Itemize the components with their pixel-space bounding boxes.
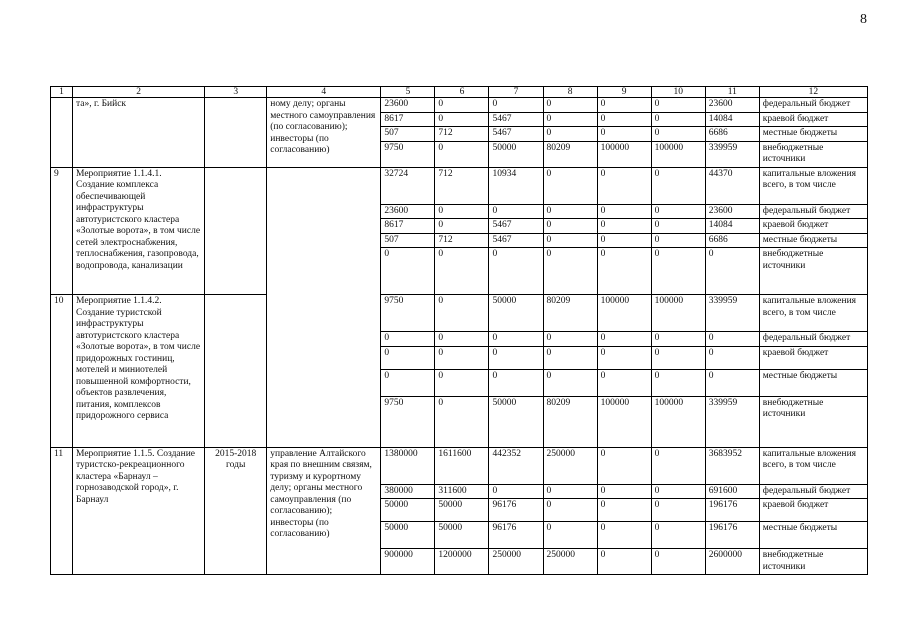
value-cell: 0 bbox=[651, 167, 705, 204]
value-cell: 0 bbox=[435, 98, 489, 113]
value-cell: 196176 bbox=[705, 522, 759, 549]
funding-source: местные бюджеты bbox=[759, 522, 867, 549]
value-cell: 0 bbox=[435, 219, 489, 234]
header-cell: 10 bbox=[651, 87, 705, 98]
value-cell: 0 bbox=[543, 484, 597, 499]
value-cell: 0 bbox=[489, 204, 543, 219]
value-cell: 0 bbox=[543, 346, 597, 369]
value-cell: 339959 bbox=[705, 396, 759, 447]
value-cell: 0 bbox=[597, 369, 651, 396]
value-cell: 0 bbox=[543, 219, 597, 234]
value-cell: 0 bbox=[597, 112, 651, 127]
value-cell: 0 bbox=[651, 233, 705, 248]
value-cell: 0 bbox=[597, 233, 651, 248]
value-cell: 50000 bbox=[381, 499, 435, 522]
value-cell: 0 bbox=[489, 369, 543, 396]
value-cell: 0 bbox=[597, 522, 651, 549]
header-cell: 9 bbox=[597, 87, 651, 98]
value-cell: 0 bbox=[435, 369, 489, 396]
executor-cell: управление Алтайского края по внешним связям, туризму и курортному делу; органы местного самоуправления (по согласованию); инвесторы (по согласованию) bbox=[267, 447, 381, 575]
value-cell: 0 bbox=[597, 447, 651, 484]
value-cell: 0 bbox=[651, 332, 705, 347]
funding-source: внебюджетные источники bbox=[759, 248, 867, 295]
executor-cell bbox=[267, 167, 381, 447]
value-cell: 0 bbox=[651, 346, 705, 369]
value-cell: 0 bbox=[381, 369, 435, 396]
value-cell: 9750 bbox=[381, 141, 435, 167]
value-cell: 0 bbox=[381, 332, 435, 347]
value-cell: 50000 bbox=[489, 141, 543, 167]
value-cell: 0 bbox=[543, 499, 597, 522]
funding-source: внебюджетные источники bbox=[759, 549, 867, 575]
value-cell: 712 bbox=[435, 167, 489, 204]
value-cell: 0 bbox=[543, 233, 597, 248]
value-cell: 80209 bbox=[543, 295, 597, 332]
value-cell: 0 bbox=[597, 346, 651, 369]
value-cell: 0 bbox=[489, 346, 543, 369]
value-cell: 32724 bbox=[381, 167, 435, 204]
value-cell: 0 bbox=[489, 484, 543, 499]
header-cell: 5 bbox=[381, 87, 435, 98]
value-cell: 5467 bbox=[489, 127, 543, 142]
value-cell: 0 bbox=[597, 332, 651, 347]
value-cell: 5467 bbox=[489, 112, 543, 127]
value-cell: 507 bbox=[381, 127, 435, 142]
value-cell: 712 bbox=[435, 233, 489, 248]
value-cell: 8617 bbox=[381, 112, 435, 127]
value-cell: 0 bbox=[435, 396, 489, 447]
years-cell bbox=[205, 167, 267, 295]
value-cell: 0 bbox=[489, 248, 543, 295]
value-cell: 0 bbox=[651, 219, 705, 234]
funding-source: федеральный бюджет bbox=[759, 484, 867, 499]
value-cell: 5467 bbox=[489, 233, 543, 248]
header-cell: 7 bbox=[489, 87, 543, 98]
measure-name: та», г. Бийск bbox=[73, 98, 205, 168]
value-cell: 100000 bbox=[651, 396, 705, 447]
value-cell: 0 bbox=[597, 204, 651, 219]
value-cell: 50000 bbox=[489, 396, 543, 447]
value-cell: 339959 bbox=[705, 141, 759, 167]
value-cell: 0 bbox=[435, 295, 489, 332]
table-row bbox=[51, 167, 868, 204]
value-cell: 0 bbox=[489, 98, 543, 113]
value-cell: 44370 bbox=[705, 167, 759, 204]
header-cell: 12 bbox=[759, 87, 867, 98]
value-cell: 0 bbox=[597, 248, 651, 295]
measure-name: Мероприятие 1.1.4.2. Создание туристской инфраструктуры автотуристского кластера «Золотые ворота», в том числе придорожных гостиниц, мотелей и миниотелей повышенной комфортности, объектов развлечения, питания, комплексов придорожного сервиса bbox=[73, 295, 205, 448]
value-cell: 0 bbox=[435, 332, 489, 347]
funding-source: внебюджетные источники bbox=[759, 141, 867, 167]
value-cell: 0 bbox=[543, 204, 597, 219]
value-cell: 311600 bbox=[435, 484, 489, 499]
header-cell: 3 bbox=[205, 87, 267, 98]
value-cell: 100000 bbox=[651, 295, 705, 332]
value-cell: 0 bbox=[651, 98, 705, 113]
value-cell: 50000 bbox=[489, 295, 543, 332]
value-cell: 100000 bbox=[651, 141, 705, 167]
value-cell: 0 bbox=[597, 219, 651, 234]
funding-source: федеральный бюджет bbox=[759, 98, 867, 113]
funding-source: местные бюджеты bbox=[759, 369, 867, 396]
value-cell: 691600 bbox=[705, 484, 759, 499]
years-cell bbox=[205, 98, 267, 168]
value-cell: 0 bbox=[435, 141, 489, 167]
value-cell: 0 bbox=[543, 98, 597, 113]
value-cell: 23600 bbox=[381, 98, 435, 113]
value-cell: 0 bbox=[543, 332, 597, 347]
value-cell: 3683952 bbox=[705, 447, 759, 484]
funding-source: краевой бюджет bbox=[759, 499, 867, 522]
row-number: 9 bbox=[51, 167, 73, 295]
row-number: 11 bbox=[51, 447, 73, 575]
value-cell: 23600 bbox=[705, 98, 759, 113]
value-cell: 0 bbox=[381, 346, 435, 369]
header-cell: 11 bbox=[705, 87, 759, 98]
years-cell bbox=[205, 295, 267, 448]
value-cell: 9750 bbox=[381, 396, 435, 447]
value-cell: 0 bbox=[435, 248, 489, 295]
value-cell: 50000 bbox=[381, 522, 435, 549]
page-number: 8 bbox=[860, 12, 867, 27]
value-cell: 196176 bbox=[705, 499, 759, 522]
value-cell: 507 bbox=[381, 233, 435, 248]
funding-source: краевой бюджет bbox=[759, 346, 867, 369]
value-cell: 380000 bbox=[381, 484, 435, 499]
value-cell: 0 bbox=[489, 332, 543, 347]
value-cell: 0 bbox=[705, 369, 759, 396]
value-cell: 6686 bbox=[705, 127, 759, 142]
value-cell: 1611600 bbox=[435, 447, 489, 484]
table-row bbox=[51, 98, 868, 113]
value-cell: 0 bbox=[651, 522, 705, 549]
value-cell: 0 bbox=[651, 204, 705, 219]
value-cell: 0 bbox=[543, 369, 597, 396]
value-cell: 442352 bbox=[489, 447, 543, 484]
value-cell: 100000 bbox=[597, 295, 651, 332]
value-cell: 0 bbox=[435, 204, 489, 219]
value-cell: 1200000 bbox=[435, 549, 489, 575]
table-row bbox=[51, 447, 868, 484]
program-table bbox=[50, 86, 868, 575]
value-cell: 0 bbox=[651, 447, 705, 484]
header-cell: 1 bbox=[51, 87, 73, 98]
measure-name: Мероприятие 1.1.4.1. Создание комплекса обеспечивающей инфраструктуры автотуристского кластера «Золотые ворота», в том числе сетей электроснабжения, теплоснабжения, газопровода, водопровода, канализации bbox=[73, 167, 205, 295]
value-cell: 250000 bbox=[543, 549, 597, 575]
value-cell: 0 bbox=[651, 248, 705, 295]
value-cell: 0 bbox=[597, 98, 651, 113]
value-cell: 0 bbox=[381, 248, 435, 295]
value-cell: 0 bbox=[543, 127, 597, 142]
value-cell: 712 bbox=[435, 127, 489, 142]
row-number bbox=[51, 98, 73, 168]
header-row bbox=[51, 87, 868, 98]
value-cell: 5467 bbox=[489, 219, 543, 234]
header-cell: 2 bbox=[73, 87, 205, 98]
funding-source: местные бюджеты bbox=[759, 233, 867, 248]
funding-source: федеральный бюджет bbox=[759, 332, 867, 347]
value-cell: 0 bbox=[651, 369, 705, 396]
value-cell: 8617 bbox=[381, 219, 435, 234]
funding-source: местные бюджеты bbox=[759, 127, 867, 142]
value-cell: 50000 bbox=[435, 499, 489, 522]
funding-source: краевой бюджет bbox=[759, 112, 867, 127]
value-cell: 14084 bbox=[705, 112, 759, 127]
value-cell: 339959 bbox=[705, 295, 759, 332]
funding-source: капитальные вложения всего, в том числе bbox=[759, 295, 867, 332]
value-cell: 2600000 bbox=[705, 549, 759, 575]
value-cell: 23600 bbox=[381, 204, 435, 219]
funding-source: краевой бюджет bbox=[759, 219, 867, 234]
value-cell: 9750 bbox=[381, 295, 435, 332]
funding-source: капитальные вложения всего, в том числе bbox=[759, 167, 867, 204]
funding-source: капитальные вложения всего, в том числе bbox=[759, 447, 867, 484]
value-cell: 10934 bbox=[489, 167, 543, 204]
value-cell: 6686 bbox=[705, 233, 759, 248]
value-cell: 0 bbox=[597, 484, 651, 499]
value-cell: 23600 bbox=[705, 204, 759, 219]
funding-source: внебюджетные источники bbox=[759, 396, 867, 447]
value-cell: 0 bbox=[597, 127, 651, 142]
value-cell: 0 bbox=[435, 346, 489, 369]
value-cell: 50000 bbox=[435, 522, 489, 549]
row-number: 10 bbox=[51, 295, 73, 448]
value-cell: 0 bbox=[543, 112, 597, 127]
value-cell: 96176 bbox=[489, 522, 543, 549]
value-cell: 14084 bbox=[705, 219, 759, 234]
years-cell: 2015-2018 годы bbox=[205, 447, 267, 575]
value-cell: 0 bbox=[543, 522, 597, 549]
value-cell: 100000 bbox=[597, 396, 651, 447]
value-cell: 0 bbox=[543, 248, 597, 295]
value-cell: 1380000 bbox=[381, 447, 435, 484]
value-cell: 100000 bbox=[597, 141, 651, 167]
executor-cell: ному делу; органы местного самоуправления (по согласованию); инвесторы (по согласованию) bbox=[267, 98, 381, 168]
value-cell: 0 bbox=[651, 484, 705, 499]
value-cell: 250000 bbox=[489, 549, 543, 575]
value-cell: 80209 bbox=[543, 141, 597, 167]
table-row bbox=[51, 295, 868, 332]
value-cell: 0 bbox=[705, 346, 759, 369]
value-cell: 0 bbox=[651, 499, 705, 522]
value-cell: 0 bbox=[543, 167, 597, 204]
funding-source: федеральный бюджет bbox=[759, 204, 867, 219]
value-cell: 80209 bbox=[543, 396, 597, 447]
value-cell: 250000 bbox=[543, 447, 597, 484]
value-cell: 0 bbox=[705, 248, 759, 295]
value-cell: 0 bbox=[597, 549, 651, 575]
value-cell: 0 bbox=[651, 112, 705, 127]
value-cell: 0 bbox=[597, 167, 651, 204]
value-cell: 0 bbox=[435, 112, 489, 127]
measure-name: Мероприятие 1.1.5. Создание туристско-рекреационного кластера «Барнаул – горнозаводской город», г. Барнаул bbox=[73, 447, 205, 575]
value-cell: 0 bbox=[597, 499, 651, 522]
value-cell: 96176 bbox=[489, 499, 543, 522]
header-cell: 8 bbox=[543, 87, 597, 98]
value-cell: 900000 bbox=[381, 549, 435, 575]
value-cell: 0 bbox=[705, 332, 759, 347]
value-cell: 0 bbox=[651, 127, 705, 142]
header-cell: 6 bbox=[435, 87, 489, 98]
value-cell: 0 bbox=[651, 549, 705, 575]
header-cell: 4 bbox=[267, 87, 381, 98]
